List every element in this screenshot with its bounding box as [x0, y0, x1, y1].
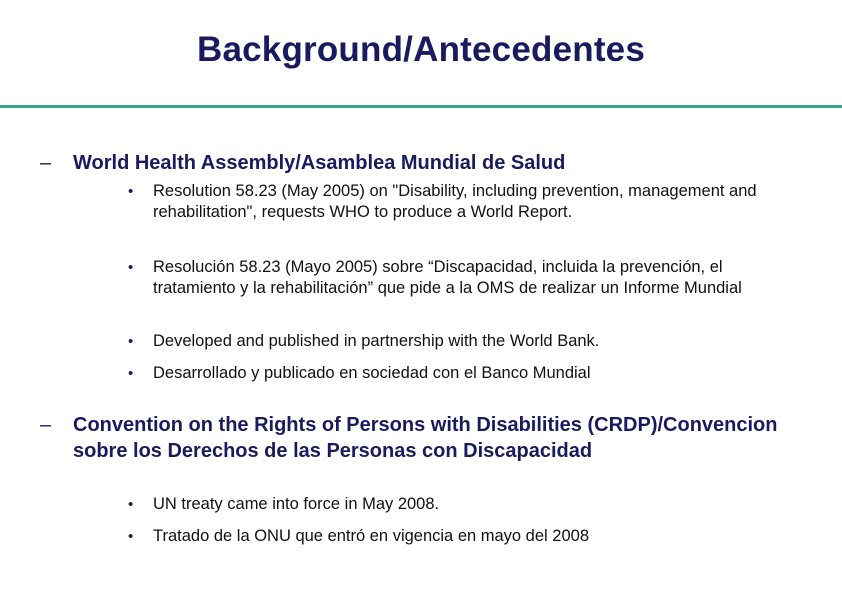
list-item: Tratado de la ONU que entró en vigencia en mayo del 2008: [153, 527, 589, 545]
section-heading-world-health-assembly: World Health Assembly/Asamblea Mundial de Salud: [73, 152, 566, 174]
section-dash-marker: –: [40, 414, 52, 436]
title-divider: [0, 105, 842, 108]
page-title: Background/Antecedentes: [196, 30, 646, 69]
bullet-marker: •: [128, 259, 134, 276]
list-item: Desarrollado y publicado en sociedad con el Banco Mundial: [153, 364, 591, 382]
bullet-marker: •: [128, 183, 134, 200]
section-dash-marker: –: [40, 152, 52, 174]
section-heading-crpd-convention: Convention on the Rights of Persons with Disabilities (CRDP)/Convencion sobre los Derechos de las Personas con Discapacidad: [73, 414, 778, 462]
bullet-marker: •: [128, 365, 134, 382]
bullet-marker: •: [128, 496, 134, 513]
bullet-marker: •: [128, 333, 134, 350]
list-item: Resolution 58.23 (May 2005) on "Disability, including prevention, management and rehabilitation", requests WHO to produce a World Report.: [153, 182, 757, 221]
list-item: UN treaty came into force in May 2008.: [153, 495, 440, 513]
list-item: Resolución 58.23 (Mayo 2005) sobre “Discapacidad, incluida la prevención, el tratamiento y la rehabilitación” que pide a la OMS de realizar un Informe Mundial: [153, 258, 742, 297]
list-item: Developed and published in partnership with the World Bank.: [153, 332, 600, 350]
bullet-marker: •: [128, 528, 134, 545]
